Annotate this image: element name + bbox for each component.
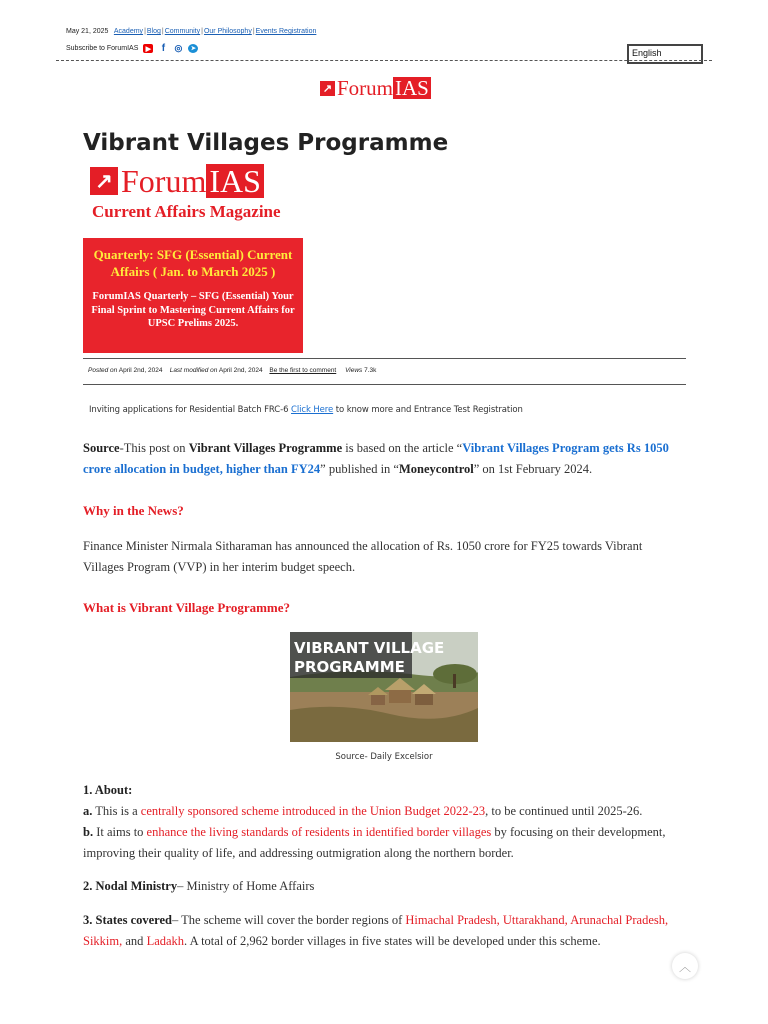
states-covered [83, 910, 683, 952]
nav-separator: | [201, 28, 203, 35]
nav-link-community[interactable]: Community [164, 28, 201, 35]
magazine-promo [83, 238, 303, 353]
states-text: . A total of 2,962 border villages in five states will be developed under this scheme. [184, 934, 601, 948]
magazine-logo [90, 164, 296, 198]
nav-separator: | [161, 28, 164, 35]
scroll-to-top-button[interactable] [672, 953, 698, 979]
nav-link-academy[interactable]: Academy [113, 28, 144, 35]
logo-ias-text: IAS [395, 76, 429, 100]
source-text: ” on 1st February 2024. [473, 462, 593, 476]
meta-divider-bottom [83, 384, 686, 385]
header-divider [56, 60, 712, 61]
village-illustration [290, 632, 478, 742]
post-meta [88, 367, 376, 374]
views-label: Views [345, 367, 363, 374]
subscribe-row [66, 44, 198, 53]
about-a-highlight: centrally sponsored scheme introduced in the Union Budget 2022-23 [140, 804, 486, 818]
views-count: 7.3k [364, 367, 377, 374]
logo-forum-text: Forum [337, 75, 394, 100]
source-text: is based on the article “ [345, 441, 463, 455]
what-heading: What is Vibrant Village Programme? [83, 600, 291, 615]
image-caption: Source- Daily Excelsior [335, 752, 433, 762]
language-select[interactable]: English [627, 44, 703, 64]
source-article-link[interactable]: Vibrant Villages Program gets Rs 1050 crore allocation in budget, higher than FY24 [83, 441, 669, 476]
nav-separator: | [252, 28, 255, 35]
about-b-highlight: enhance the living standards of residents in identified border villages [146, 825, 492, 839]
telegram-icon[interactable]: ➤ [188, 44, 198, 53]
modified-date: April 2nd, 2024 [218, 367, 263, 374]
states-highlight: Himachal Pradesh, Uttarakhand, Arunachal Pradesh, Sikkim, [83, 913, 669, 948]
image-title-line2: PROGRAMME [294, 658, 405, 676]
source-publisher: Moneycontrol [398, 462, 474, 476]
about-b-label: b. [83, 825, 94, 839]
current-date: May 21, 2025 [66, 28, 109, 35]
click-here-link[interactable]: Click Here [291, 405, 334, 415]
magazine-subtitle: Current Affairs Magazine [92, 202, 281, 221]
states-text: – The scheme will cover the border regions of [171, 913, 403, 927]
comment-link[interactable]: Be the first to comment [269, 367, 337, 374]
magazine-banner[interactable] [83, 158, 303, 353]
arrow-logo-icon: ↗ [90, 167, 118, 195]
nav-link-blog[interactable]: Blog [146, 28, 161, 35]
arrow-logo-icon: ↗ [320, 81, 335, 96]
magazine-body: ForumIAS Quarterly – SFG (Essential) Your Final Sprint to Mastering Current Affairs for UPSC Prelims 2025. [91, 291, 295, 329]
nodal-label: 2. Nodal Ministry [83, 879, 178, 893]
states-text: and [125, 934, 144, 948]
meta-divider-top [83, 358, 686, 359]
posted-date: April 2nd, 2024 [118, 367, 163, 374]
states-label: 3. States covered [83, 913, 172, 927]
nodal-ministry [83, 876, 683, 897]
nav-link-our-philosophy[interactable]: Our Philosophy [203, 28, 252, 35]
chevron-up-icon: ︿ [678, 959, 691, 974]
page-title: Vibrant Villages Programme [83, 130, 449, 156]
source-text: -This post on [119, 441, 186, 455]
magazine-logo-ias: IAS [206, 164, 264, 198]
invite-banner [89, 405, 523, 415]
nav-link-events-registration[interactable]: Events Registration [255, 28, 317, 35]
about-b-text: It aims to [96, 825, 144, 839]
source-label: Source [83, 441, 120, 455]
youtube-icon[interactable]: ▶ [143, 44, 153, 53]
about-a-text: This is a [95, 804, 138, 818]
why-paragraph: Finance Minister Nirmala Sitharaman has announced the allocation of Rs. 1050 crore for FY25 towards Vibrant Villages Program (VVP) in her interim budget speech. [83, 539, 643, 574]
vibrant-village-image [290, 632, 478, 742]
about-a-text: , to be continued until 2025-26. [485, 804, 643, 818]
source-text: ” published in “ [320, 462, 399, 476]
source-topic: Vibrant Villages Programme [188, 441, 343, 455]
about-a-label: a. [83, 804, 93, 818]
subscribe-text: Subscribe to ForumIAS [66, 45, 139, 52]
magazine-header [83, 158, 303, 238]
magazine-logo-forum: Forum [121, 163, 207, 199]
about-b-text: by focusing on their development, improving their quality of life, and addressing outmigration along the northern border. [83, 825, 666, 860]
invite-suffix: to know more and Entrance Test Registration [335, 405, 523, 415]
magazine-headline: Quarterly: SFG (Essential) Current Affairs ( Jan. to March 2025 ) [93, 247, 293, 279]
nav-separator: | [144, 28, 146, 35]
modified-label: Last modified on [169, 367, 218, 374]
about-section [83, 780, 683, 864]
source-paragraph [83, 438, 683, 480]
instagram-icon[interactable]: ◎ [174, 43, 183, 53]
site-logo[interactable] [320, 77, 431, 99]
why-heading: Why in the News? [83, 503, 184, 518]
invite-prefix: Inviting applications for Residential Batch FRC-6 [89, 405, 289, 415]
top-bar [0, 0, 768, 62]
image-title-line1: VIBRANT VILLAGE [294, 639, 445, 657]
facebook-icon[interactable]: f [161, 43, 166, 54]
date-nav-row [66, 28, 316, 35]
posted-label: Posted on [88, 367, 118, 374]
nodal-text: – Ministry of Home Affairs [177, 879, 315, 893]
about-heading: 1. About: [83, 783, 133, 797]
states-ladakh: Ladakh [146, 934, 185, 948]
